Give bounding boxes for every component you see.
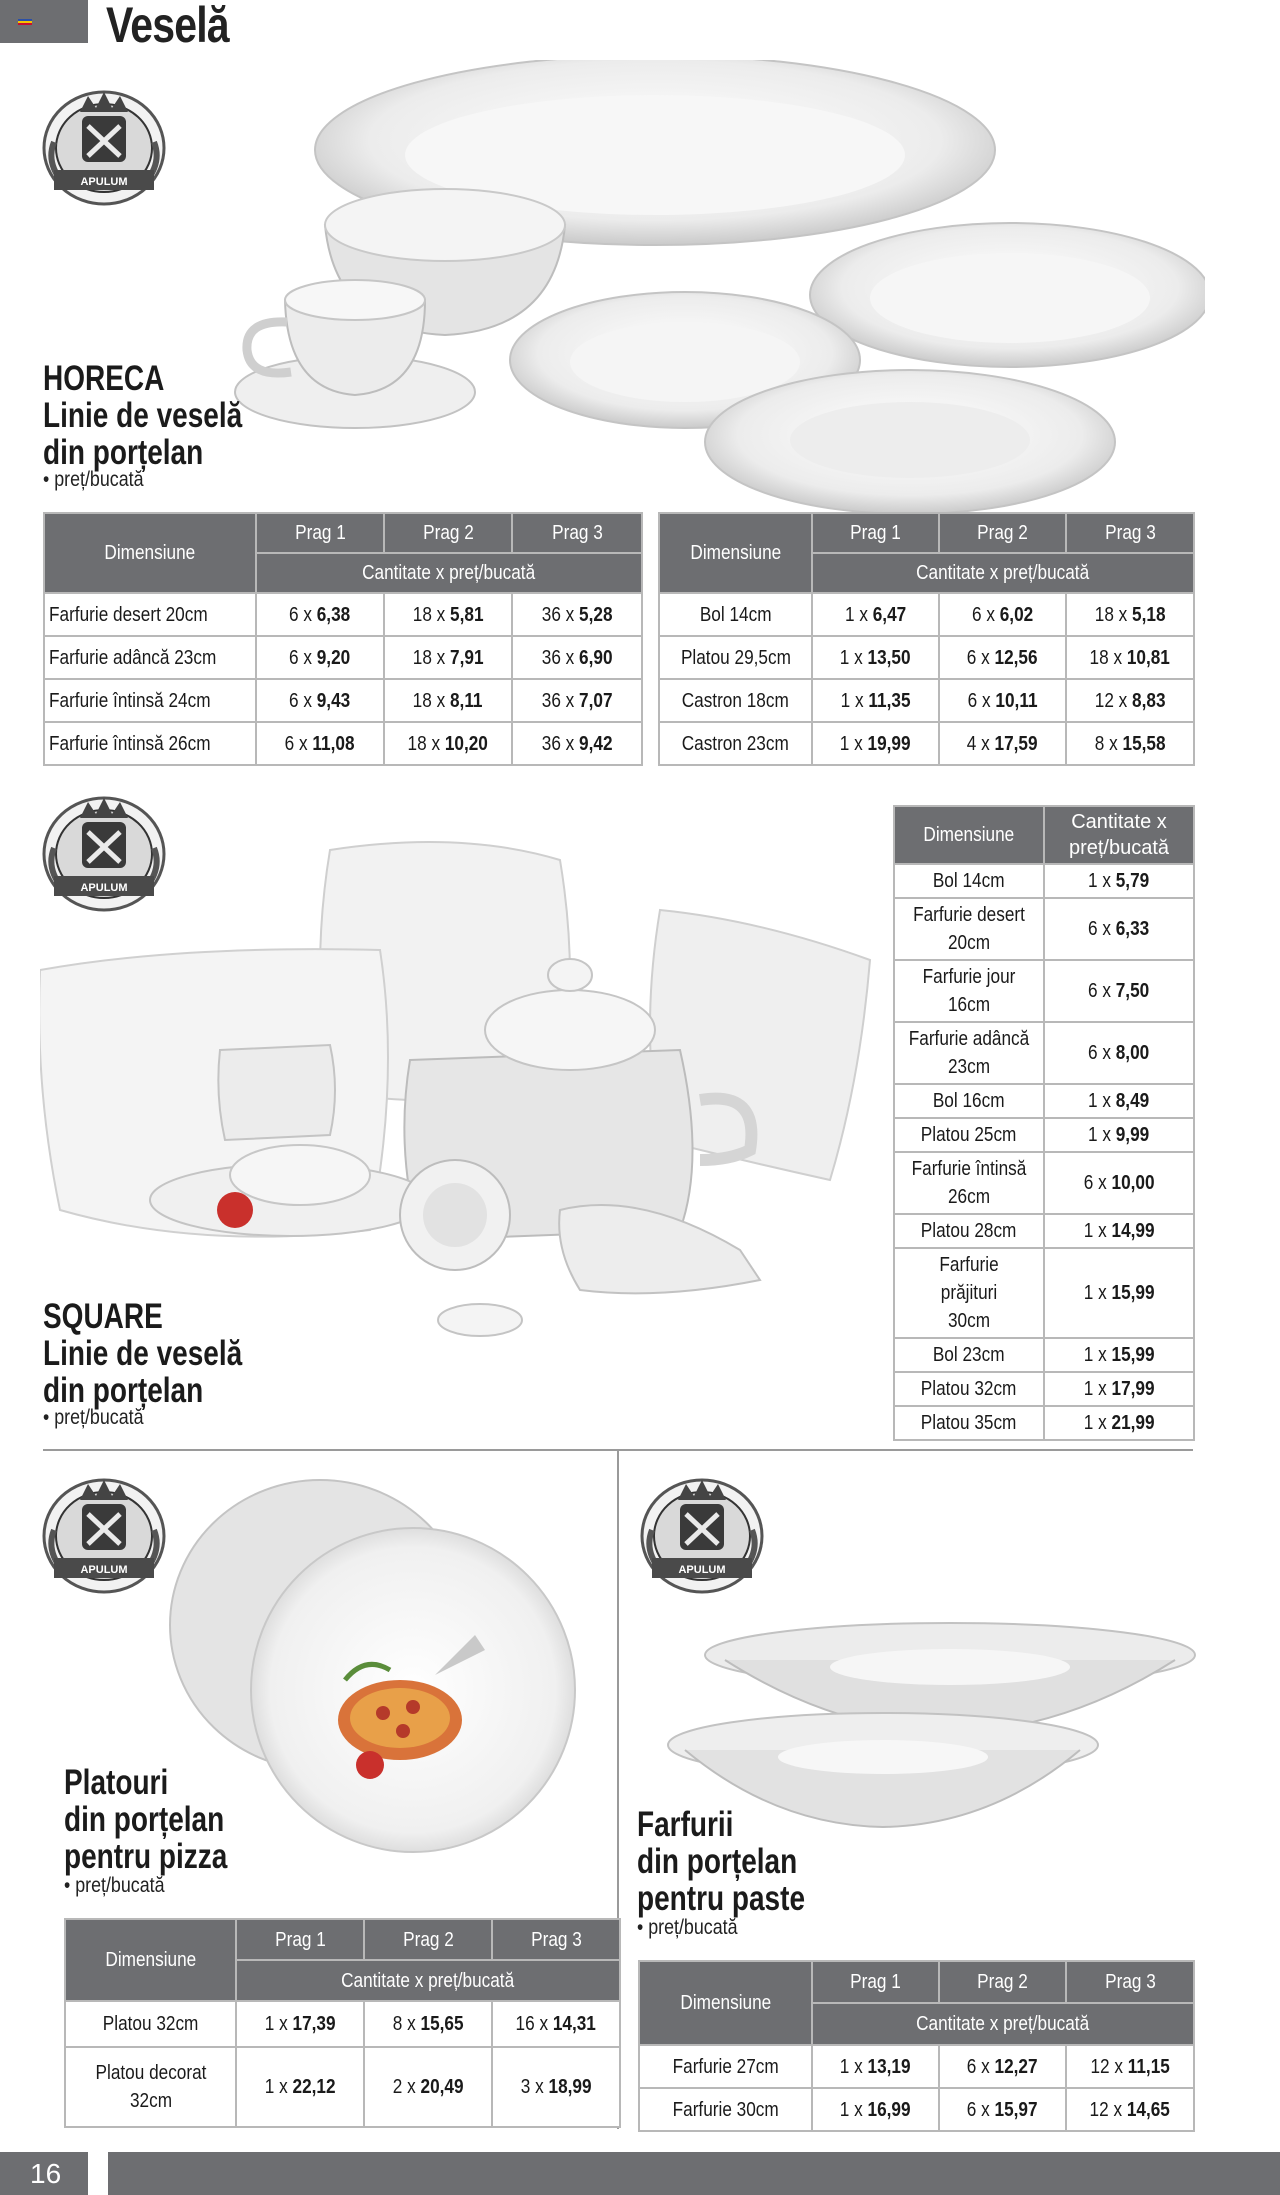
- pizza-table: Dimensiune Prag 1 Prag 2 Prag 3 Cantitate x preț/bucată Platou 32cm 1 x 17,39 8 x 15,65 16 x 14,31 Platou decorat 32cm 1 x 22,12 2 x 20,49 3 x 18,99: [64, 1918, 621, 2128]
- table-row: Farfurie adâncă 23cm 6 x 9,20 18 x 7,91 36 x 6,90: [44, 636, 642, 679]
- table-row: Platou 29,5cm 1 x 13,50 6 x 12,56 18 x 10,81: [659, 636, 1194, 679]
- table-row: Farfurie desert 20cm 6 x 6,33: [894, 898, 1194, 960]
- horeca-product-photo: [225, 60, 1205, 520]
- table-row: Bol 23cm 1 x 15,99: [894, 1338, 1194, 1372]
- header-bar: [0, 0, 88, 43]
- paste-table: Dimensiune Prag 1 Prag 2 Prag 3 Cantitate x preț/bucată Farfurie 27cm 1 x 13,19 6 x 12,27 12 x 11,15 Farfurie 30cm 1 x 16,99 6 x 15,97 12 x 14,65: [638, 1960, 1195, 2132]
- table-row: Farfurie jour 16cm 6 x 7,50: [894, 960, 1194, 1022]
- apulum-crest-icon: [40, 82, 168, 210]
- svg-text:APULUM: APULUM: [80, 882, 128, 894]
- table-row: Platou 32cm 1 x 17,99: [894, 1372, 1194, 1406]
- square-product-photo: [40, 830, 880, 1350]
- horeca-title: HORECA Linie de veselă din porțelan: [43, 359, 243, 472]
- table-row: Castron 23cm 1 x 19,99 4 x 17,59 8 x 15,58: [659, 722, 1194, 765]
- table-row: Farfurie 27cm 1 x 13,19 6 x 12,27 12 x 11,15: [639, 2045, 1194, 2088]
- pizza-price-note: • preț/bucată: [64, 1874, 165, 1897]
- table-row: Bol 14cm 1 x 5,79: [894, 864, 1194, 898]
- page-title: Veselă: [106, 0, 229, 53]
- apulum-logo: [638, 1470, 766, 1598]
- table-row: Farfurie prăjituri 30cm 1 x 15,99: [894, 1248, 1194, 1338]
- table-row: Farfurie desert 20cm 6 x 6,38 18 x 5,81 36 x 5,28: [44, 593, 642, 636]
- table-row: Platou 35cm 1 x 21,99: [894, 1406, 1194, 1440]
- table-row: Bol 14cm 1 x 6,47 6 x 6,02 18 x 5,18: [659, 593, 1194, 636]
- footer-bar: [108, 2152, 1280, 2195]
- apulum-crest-icon: [40, 1470, 168, 1598]
- apulum-logo: [40, 1470, 168, 1598]
- table-row: Farfurie adâncă 23cm 6 x 8,00: [894, 1022, 1194, 1084]
- table-row: Farfurie întinsă 26cm 6 x 10,00: [894, 1152, 1194, 1214]
- paste-title: Farfurii din porțelan pentru paste: [637, 1805, 806, 1918]
- table-row: Castron 18cm 1 x 11,35 6 x 10,11 12 x 8,83: [659, 679, 1194, 722]
- horeca-table-right: Dimensiune Prag 1 Prag 2 Prag 3 Cantitate x preț/bucată Bol 14cm 1 x 6,47 6 x 6,02 18 x 5,18 Platou 29,5cm 1 x 13,50 6 x 12,56 18 x 10,81 Castron 18cm 1 x 11,35 6 x 10,11 12 x 8,83 Castron 23cm 1 x 19,99 4 x 17,59 8 x 15,58: [658, 512, 1195, 766]
- table-row: Platou 32cm 1 x 17,39 8 x 15,65 16 x 14,31: [65, 2001, 620, 2047]
- page-number: 16: [0, 2152, 88, 2195]
- paste-price-note: • preț/bucată: [637, 1916, 738, 1939]
- square-price-note: • preț/bucată: [43, 1406, 144, 1429]
- apulum-crest-icon: [638, 1470, 766, 1598]
- apulum-logo: [40, 82, 168, 210]
- table-row: Farfurie întinsă 24cm 6 x 9,43 18 x 8,11 36 x 7,07: [44, 679, 642, 722]
- horeca-table-left: Dimensiune Prag 1 Prag 2 Prag 3 Cantitate x preț/bucată Farfurie desert 20cm 6 x 6,38 18 x 5,81 36 x 5,28 Farfurie adâncă 23cm 6 x 9,20 18 x 7,91 36 x 6,90 Farfurie întinsă 24cm 6 x 9,43 18 x 8,11 36 x 7,07 Farfurie întinsă 26cm 6 x 11,08 18 x 10,20 36 x 9,42: [43, 512, 643, 766]
- table-row: Bol 16cm 1 x 8,49: [894, 1084, 1194, 1118]
- horeca-price-note: • preț/bucată: [43, 468, 144, 491]
- pizza-title: Platouri din porțelan pentru pizza: [64, 1763, 228, 1876]
- square-table: Dimensiune Cantitate x preț/bucată Bol 14cm 1 x 5,79 Farfurie desert 20cm 6 x 6,33 Farfurie jour 16cm 6 x 7,50 Farfurie adâncă 23cm 6 x 8,00 Bol 16cm 1 x 8,49 Platou 25cm 1 x 9,99 Farfurie întinsă 26cm 6 x 10,00 Platou 28cm 1 x 14,99 Farfurie prăjituri 30cm 1 x 15,99 Bol 23cm 1 x 15,99 Platou 32cm 1 x 17,99 Platou 35cm 1 x 21,99: [893, 805, 1195, 1441]
- svg-text:APULUM: APULUM: [80, 1564, 128, 1576]
- pizza-platter-photo: [165, 1475, 585, 1855]
- svg-text:APULUM: APULUM: [678, 1564, 726, 1576]
- table-row: Farfurie 30cm 1 x 16,99 6 x 15,97 12 x 14,65: [639, 2088, 1194, 2131]
- svg-text:APULUM: APULUM: [80, 176, 128, 188]
- flag-icon: [18, 19, 32, 26]
- table-row: Farfurie întinsă 26cm 6 x 11,08 18 x 10,20 36 x 9,42: [44, 722, 642, 765]
- table-row: Platou 28cm 1 x 14,99: [894, 1214, 1194, 1248]
- table-row: Platou 25cm 1 x 9,99: [894, 1118, 1194, 1152]
- table-row: Platou decorat 32cm 1 x 22,12 2 x 20,49 3 x 18,99: [65, 2047, 620, 2127]
- square-title: SQUARE Linie de veselă din porțelan: [43, 1297, 243, 1410]
